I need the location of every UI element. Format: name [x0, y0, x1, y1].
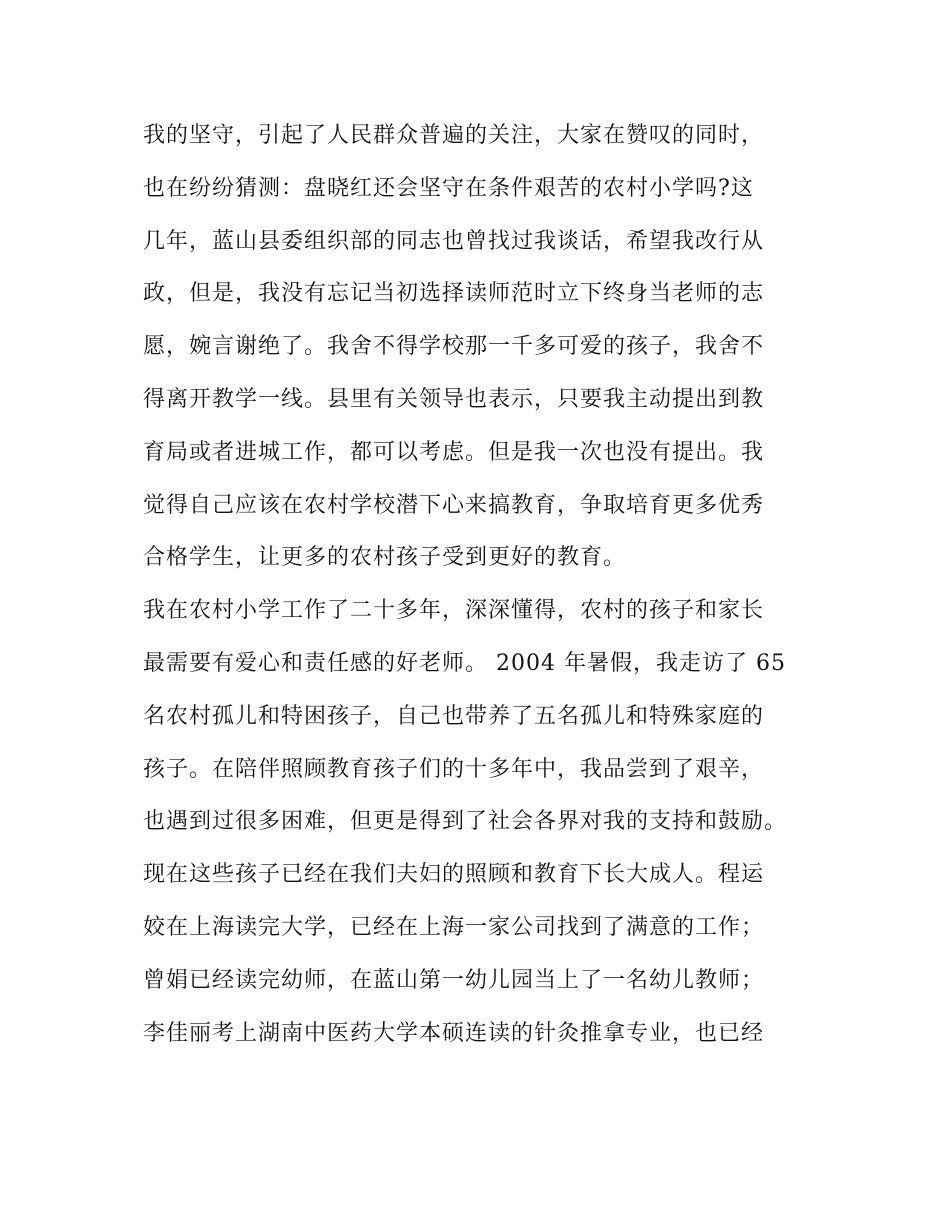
text-line: 几年，蓝山县委组织部的同志也曾找过我谈话，希望我改行从 [143, 228, 765, 254]
text-line: 李佳丽考上湖南中医药大学本硕连读的针灸推拿专业，也已经 [143, 1020, 765, 1046]
text-line: 我在农村小学工作了二十多年，深深懂得，农村的孩子和家长 [143, 598, 765, 624]
text-line: 愿，婉言谢绝了。我舍不得学校那一千多可爱的孩子，我舍不 [143, 334, 765, 360]
text-line: 也遇到过很多困难，但更是得到了社会各界对我的支持和鼓励。 [143, 809, 788, 835]
text-line: 名农村孤儿和特困孩子，自己也带养了五名孤儿和特殊家庭的 [143, 703, 765, 729]
text-line: 得离开教学一线。县里有关领导也表示，只要我主动提出到教 [143, 386, 765, 412]
body-text [143, 110, 843, 1060]
text-line: 曾娟已经读完幼师，在蓝山第一幼儿园当上了一名幼儿教师； [143, 967, 765, 993]
text-line: 合格学生，让更多的农村孩子受到更好的教育。 [143, 545, 627, 571]
text-line: 育局或者进城工作，都可以考虑。但是我一次也没有提出。我 [143, 439, 765, 465]
text-line: 觉得自己应该在农村学校潜下心来搞教育，争取培育更多优秀 [143, 492, 765, 518]
text-line: 最需要有爱心和责任感的好老师。 2004 年暑假，我走访了 65 [143, 650, 786, 676]
text-line: 现在这些孩子已经在我们夫妇的照顾和教育下长大成人。程运 [143, 862, 765, 888]
text-line: 政，但是，我没有忘记当初选择读师范时立下终身当老师的志 [143, 281, 765, 307]
text-line: 姣在上海读完大学，已经在上海一家公司找到了满意的工作； [143, 914, 765, 940]
text-line: 孩子。在陪伴照顾教育孩子们的十多年中，我品尝到了艰辛， [143, 756, 765, 782]
text-line: 我的坚守，引起了人民群众普遍的关注，大家在赞叹的同时， [143, 123, 765, 148]
text-line: 也在纷纷猜测：盘晓红还会坚守在条件艰苦的农村小学吗?这 [143, 175, 754, 201]
